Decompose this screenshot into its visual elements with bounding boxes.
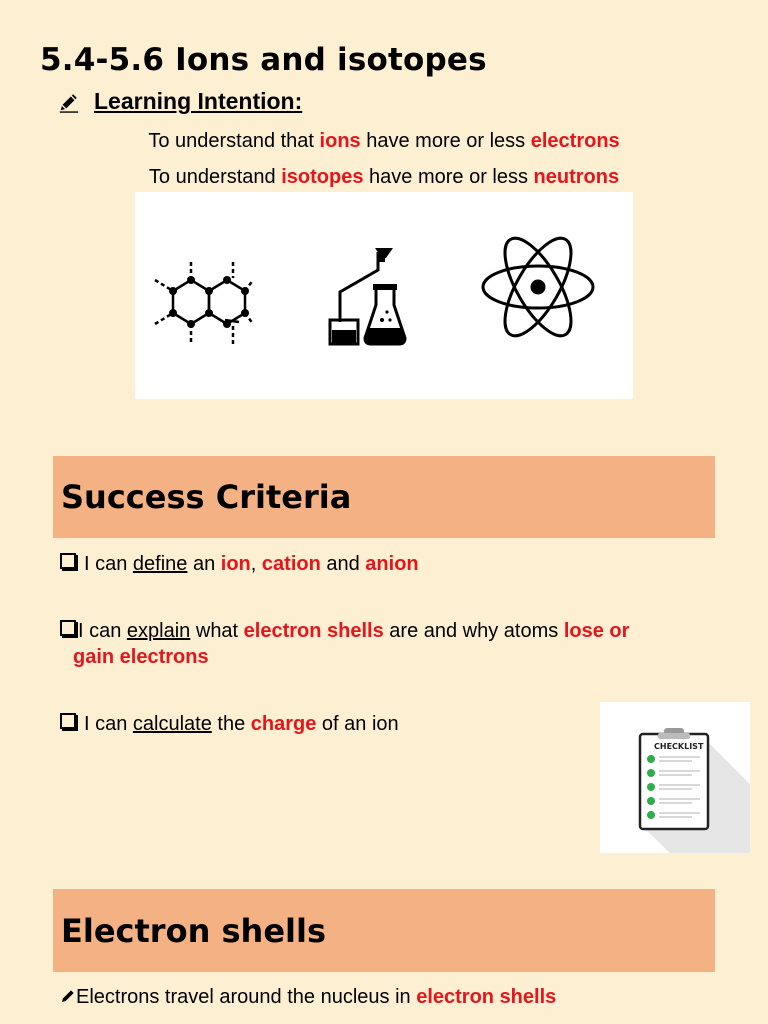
checkbox-icon: [60, 553, 76, 569]
learning-intention-label: Learning Intention:: [94, 88, 303, 114]
molecule-icon: [155, 260, 253, 344]
shells-line-1: Electrons travel around the nucleus in electron shells: [60, 986, 556, 1009]
electron-shells-banner: [53, 889, 715, 972]
learning-intention-row: [58, 88, 302, 115]
lab-flask-icon: [330, 248, 405, 344]
criterion-1: I can define an ion, cation and anion: [60, 553, 419, 576]
criterion-3: I can calculate the charge of an ion: [60, 713, 399, 736]
intent-line-1: To understand that ions have more or less electrons: [148, 130, 620, 152]
checkbox-icon: [60, 713, 76, 729]
criterion-2-continued: gain electrons: [73, 646, 209, 668]
checklist-label: CHECKLIST: [654, 742, 704, 751]
electron-shells-heading: Electron shells: [61, 911, 326, 950]
checkbox-icon: [60, 620, 76, 636]
criterion-2: I can explain what electron shells are and why atoms lose or: [60, 620, 629, 643]
atom-icon: [483, 229, 593, 345]
page-title: 5.4-5.6 Ions and isotopes: [40, 42, 487, 78]
checklist-icon: [600, 702, 750, 853]
pencil-icon: [60, 988, 76, 1004]
science-icons-image: [135, 192, 633, 399]
success-criteria-banner: [53, 456, 715, 538]
pencil-icon: [58, 91, 80, 113]
intent-line-2: To understand isotopes have more or less neutrons: [148, 166, 620, 188]
success-criteria-heading: Success Criteria: [61, 478, 352, 516]
